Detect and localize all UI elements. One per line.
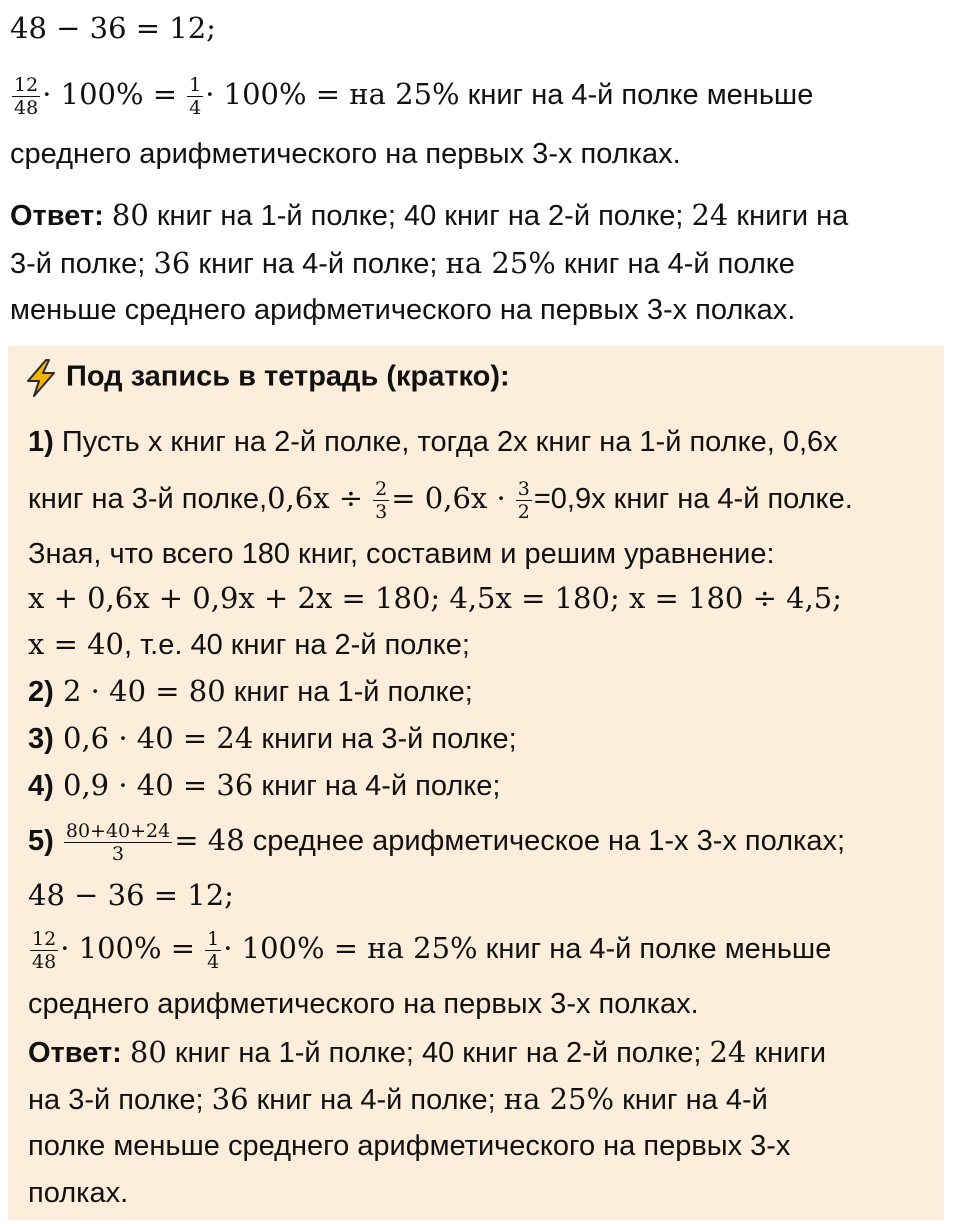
text: книг на 1-й полке; 40 книг на 2-й полке; [166,1037,710,1069]
step-1-equation: x + 0,6x + 0,9x + 2x = 180; 4,5x = 180; x = 180 ÷ 4,5; [28,581,843,615]
text: книги на 3-й полке; [253,723,517,755]
math-text: · 100% = [42,77,178,112]
fraction-numerator: 80+40+24 [65,820,171,842]
math-text: x = 40 [28,627,124,661]
step-2 [28,673,473,710]
fraction-sum-over-3 [64,820,172,865]
step-1-result [28,626,470,663]
math-text: 0,6 · 40 = 24 [53,721,254,755]
text: книг на 4-й полке меньше [459,79,814,112]
math-text: 24 [691,198,729,232]
fraction-numerator: 12 [14,74,39,96]
step-1-line-1 [28,424,838,460]
math-text: · 100% = на 25% [223,931,478,966]
fraction-1-4 [205,928,221,973]
fraction-1-4 [187,74,203,119]
box-answer-line-2 [28,1081,768,1118]
math-text: 36 [211,1082,249,1116]
text: книг на 4-й полке меньше [477,933,832,966]
math-text: = 0,6x · [391,481,506,516]
text: книги на [728,200,849,232]
math-text: 36 [153,246,191,280]
lightning-icon [22,358,60,398]
fraction-3-2 [516,478,532,523]
fraction-denominator: 2 [517,501,530,523]
fraction-denominator: 3 [375,501,388,523]
box-answer-line-4: полках. [28,1177,129,1209]
text: книг на 4-й полке; [253,770,501,802]
percent-equation-continued: среднего арифметического на первых 3-х полках. [10,138,681,170]
step-number: 3) [28,723,54,755]
step-4 [28,767,500,804]
step-number: 4) [28,770,54,802]
box-percent-equation [28,928,831,973]
text [122,1037,130,1069]
fraction-denominator: 48 [14,97,39,119]
step-1-line-3: Зная, что всего 180 книг, составим и решим уравнение: [28,538,775,570]
box-percent-equation-continued: среднего арифметического на первых 3-х полках. [28,988,699,1020]
math-text: · 100% = [60,931,196,966]
text: книг на 1-й полке; 40 книг на 2-й полке; [148,200,692,232]
text: , т.е. 40 книг на 2-й полке; [124,629,470,661]
math-text: 2 · 40 = 80 [53,674,226,708]
math-text: 80 [129,1035,167,1069]
box-heading [22,358,510,398]
math-text: · 100% = на 25% [205,77,460,112]
math-text: = 48 [174,823,245,858]
text: книг на 1-й полке; [225,676,473,708]
fraction-numerator: 1 [207,928,220,950]
text: Пусть x книг на 2-й полке, тогда 2x книг на 1-й полке, 0,6x [53,426,838,458]
text: книг на 4-й полке [555,248,795,280]
fraction-denominator: 48 [32,951,57,973]
answer-line-2 [10,245,795,282]
fraction-denominator: 3 [112,843,125,865]
math-text: 80 [111,198,149,232]
fraction-numerator: 2 [375,478,388,500]
text: книг на 4-й полке; [190,248,446,280]
text [104,200,112,232]
fraction-numerator: 3 [517,478,530,500]
step-1-line-2 [28,478,853,523]
step-number: 5) [28,825,54,858]
percent-equation [10,74,813,119]
answer-label: Ответ: [10,200,104,232]
step-number: 2) [28,676,54,708]
text: 3-й полке; [10,248,154,280]
math-text: на 25% [503,1082,615,1116]
math-text: 24 [709,1035,747,1069]
box-equation-difference: 48 − 36 = 12; [28,878,234,912]
fraction-2-3 [373,478,389,523]
answer-line-1 [10,197,848,234]
step-number: 1) [28,426,54,458]
fraction-12-48 [30,928,58,973]
text: =0,9x книг на 4-й полке. [533,483,853,516]
fraction-denominator: 4 [207,951,220,973]
step-5 [28,820,845,865]
text: среднее арифметическое на 1-х 3-х полках; [244,825,846,858]
text: книг на 3-й полке, [28,483,268,516]
heading-text: Под запись в тетрадь (кратко): [66,360,510,393]
notebook-box [8,346,944,1220]
equation-difference: 48 − 36 = 12; [10,11,216,45]
text: книг на 4-й полке; [248,1084,504,1116]
math-text: 0,9 · 40 = 36 [53,768,254,802]
answer-label: Ответ: [28,1037,122,1069]
step-3 [28,720,517,757]
fraction-numerator: 1 [189,74,202,96]
box-answer-line-3: полке меньше среднего арифметического на первых 3-х [28,1130,791,1162]
fraction-numerator: 12 [32,928,57,950]
box-answer-line-1 [28,1034,826,1071]
answer-line-3: меньше среднего арифметического на первых 3-х полках. [10,294,796,326]
fraction-denominator: 4 [189,97,202,119]
text: книги [746,1037,827,1069]
math-text: на 25% [445,246,556,280]
fraction-12-48 [12,74,40,119]
text: на 3-й полке; [28,1084,212,1116]
math-text: 0,6x ÷ [267,481,364,516]
text: книг на 4-й [614,1084,768,1116]
